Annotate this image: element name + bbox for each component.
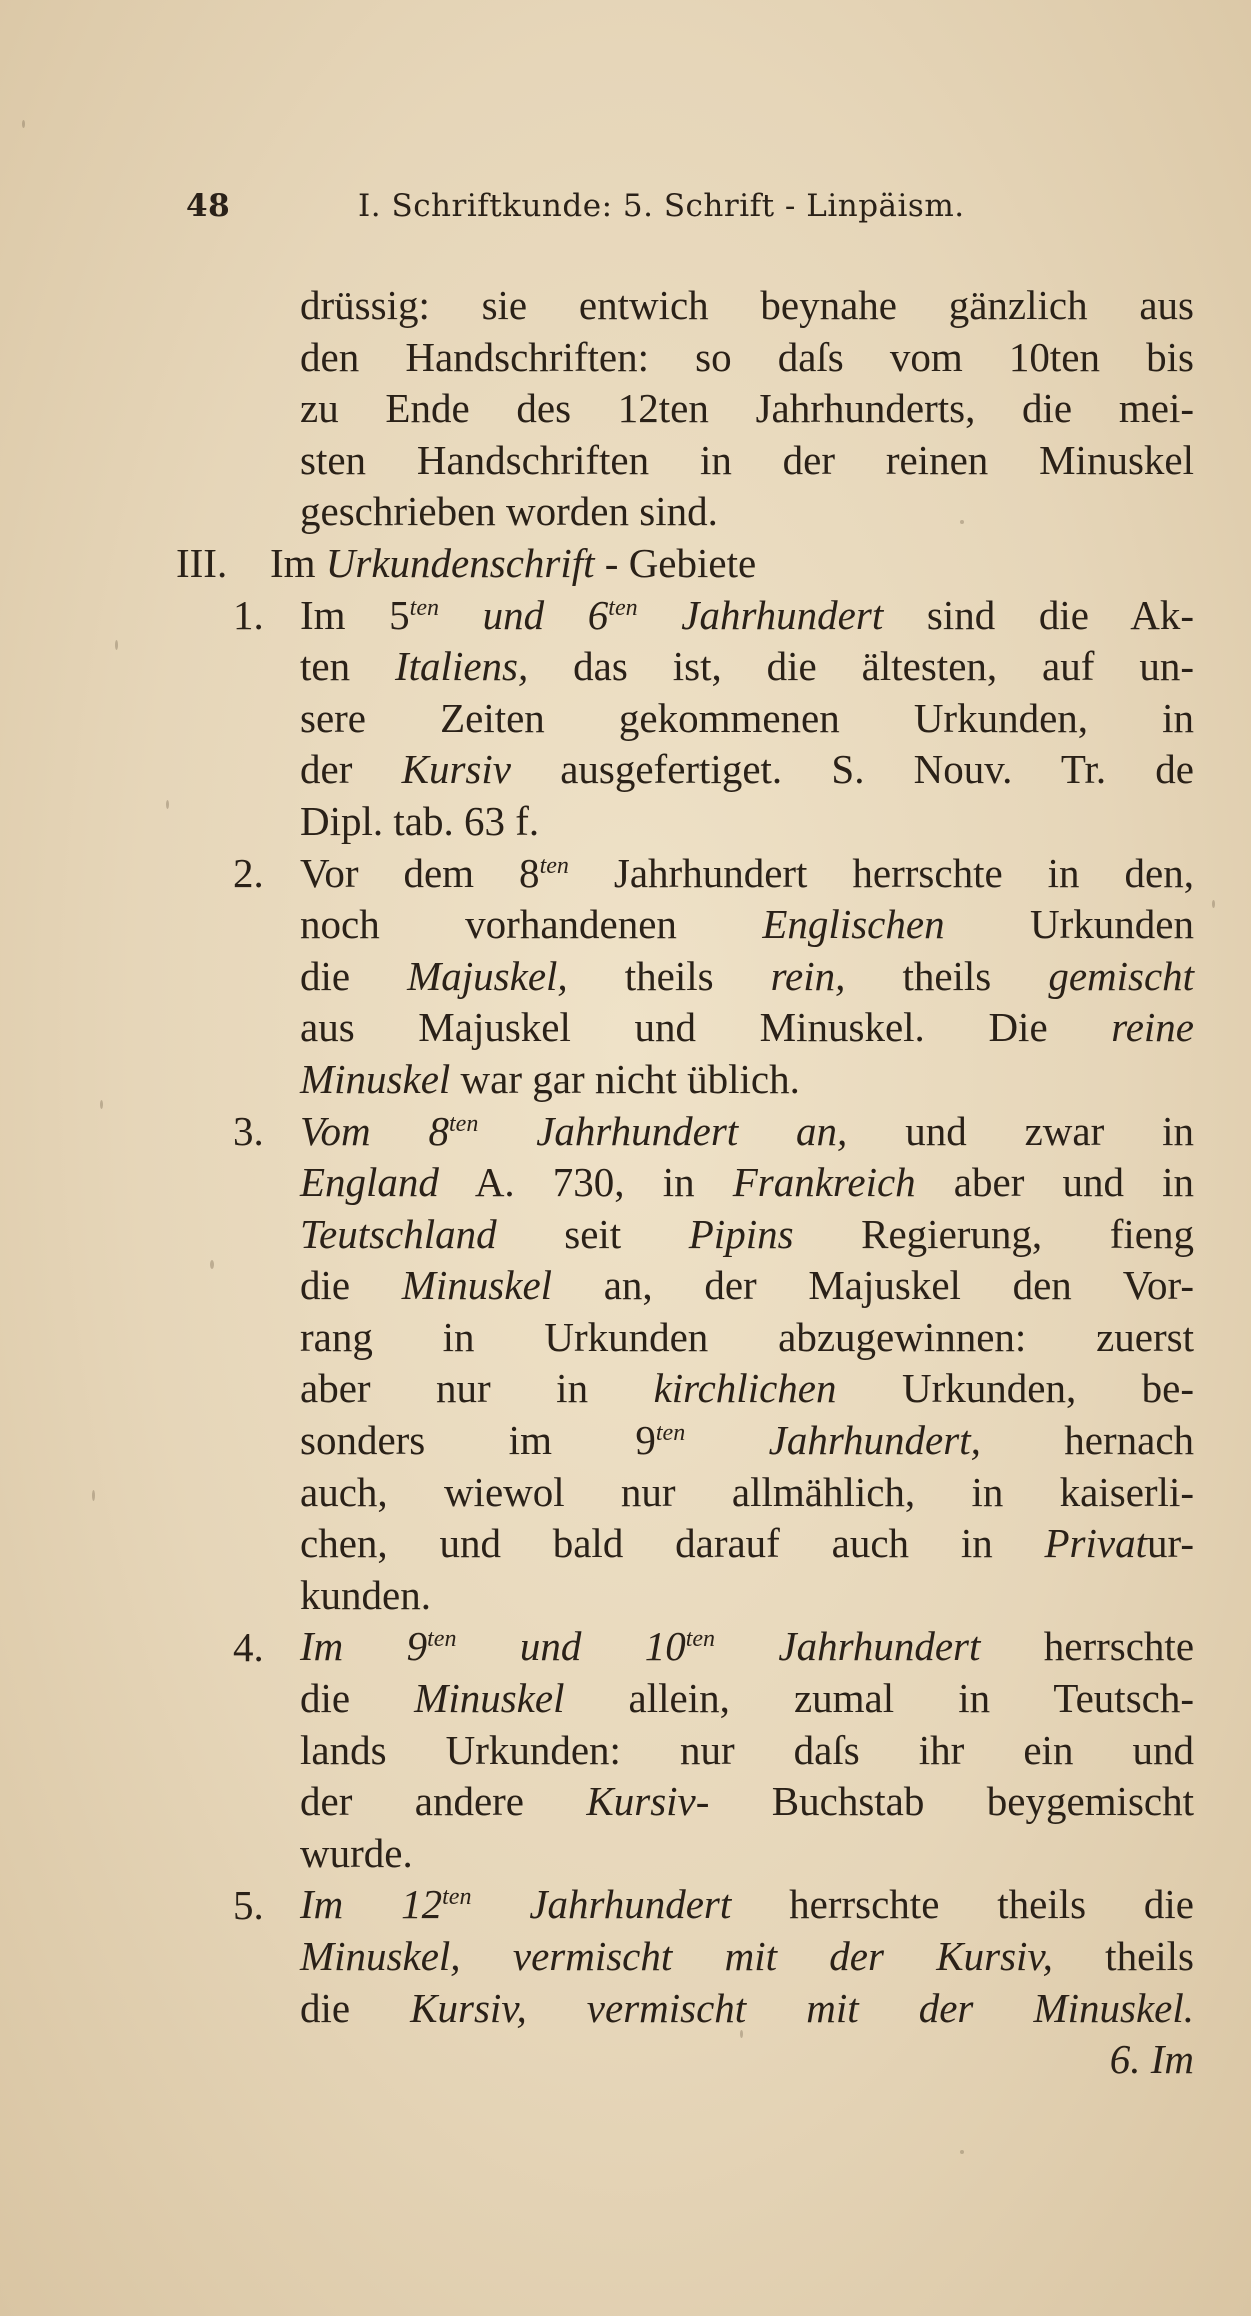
text-line: rang in Urkunden abzugewinnen: zuerst — [300, 1313, 1194, 1360]
paper-speck — [740, 2030, 743, 2038]
item-marker: 3. — [233, 1108, 264, 1154]
text-line: geschrieben worden sind. — [300, 488, 718, 535]
running-title: I. Schriftkunde: 5. Schrift - Linpäism. — [358, 188, 965, 224]
paper-speck — [166, 800, 169, 809]
text-line: Minuskel, vermischt mit der Kursiv, theils — [300, 1933, 1194, 1979]
section-intro: Im Urkundenschrift - Gebiete — [270, 539, 757, 586]
text-line: Vor dem $8^{ten}$ Jahrhundert herrschte in den, — [300, 849, 1195, 896]
text-line: aus Majuskel und Minuskel. Die reine — [300, 1004, 1195, 1051]
text-line: kunden. — [300, 1571, 431, 1618]
text-line: den Handschriften: so daſs vom 10ten bis — [300, 333, 1194, 380]
text-line: zu Ende des 12ten Jahrhunderts, die mei- — [300, 385, 1194, 432]
paper-speck — [100, 1100, 103, 1109]
text-line: der andere Kursiv- Buchstab beygemischt — [300, 1778, 1194, 1825]
text-line: die Majuskel, theils rein, theils gemischt — [300, 952, 1195, 999]
text-line: sere Zeiten gekommenen Urkunden, in — [300, 694, 1194, 741]
text-line: sten Handschriften in der reinen Minuskel — [300, 436, 1194, 483]
item-marker: 2. — [233, 850, 264, 896]
page-number: 48 — [186, 188, 231, 224]
paper-speck — [210, 1260, 214, 1269]
text-line: Minuskel war gar nicht üblich. — [300, 1055, 800, 1102]
item-marker: 1. — [233, 592, 264, 638]
text-line: noch vorhandenen Englischen Urkunden — [300, 901, 1195, 948]
text-line: Teutschland seit Pipins Regierung, fieng — [300, 1210, 1194, 1257]
text-line: drüssig: sie entwich beynahe gänzlich aus — [300, 282, 1194, 328]
item-marker: 5. — [233, 1882, 264, 1928]
paper-speck — [960, 2150, 964, 2154]
section-label: III. — [176, 540, 228, 586]
text-line: Im $5^{ten}$ und $6^{ten}$ Jahrhundert sind die Ak- — [300, 591, 1195, 638]
text-line: die Kursiv, vermischt mit der Minuskel. — [300, 1984, 1195, 2031]
text-line: Im $12^{ten}$ Jahrhundert herrschte theils die — [300, 1881, 1195, 1928]
text-line: die Minuskel an, der Majuskel den Vor- — [300, 1262, 1195, 1309]
text-line: chen, und bald darauf auch in Privatur- — [300, 1520, 1194, 1567]
item-marker: 4. — [233, 1624, 264, 1670]
text-line: lands Urkunden: nur daſs ihr ein und — [300, 1726, 1194, 1773]
body-text — [270, 280, 1195, 2086]
text-line: Im $9^{ten}$ und $10^{ten}$ Jahrhundert herrschte — [300, 1623, 1195, 1670]
paper-speck — [92, 1490, 95, 1501]
text-line: auch, wiewol nur allmählich, in kaiserli- — [300, 1468, 1194, 1515]
text-line: aber nur in kirchlichen Urkunden, be- — [300, 1365, 1195, 1412]
text-line: sonders im $9^{ten}$ Jahrhundert, hernach — [300, 1417, 1195, 1464]
text-line: der Kursiv ausgefertiget. S. Nouv. Tr. de — [300, 746, 1195, 793]
text-line: England A. 730, in Frankreich aber und in — [300, 1159, 1195, 1206]
paper-speck — [1212, 900, 1215, 908]
text-line: die Minuskel allein, zumal in Teutsch- — [300, 1675, 1194, 1722]
text-line: ten Italiens, das ist, die ältesten, auf un- — [300, 643, 1194, 690]
text-line: Vom $8^{ten}$ Jahrhundert an, und zwar in — [300, 1107, 1195, 1154]
paper-speck — [960, 520, 964, 524]
text-line: Dipl. tab. 63 f. — [300, 797, 540, 844]
text-line: wurde. — [300, 1829, 413, 1876]
paper-speck — [115, 640, 118, 650]
paper-speck — [22, 120, 25, 128]
catchword: 6. Im — [1109, 2036, 1194, 2083]
